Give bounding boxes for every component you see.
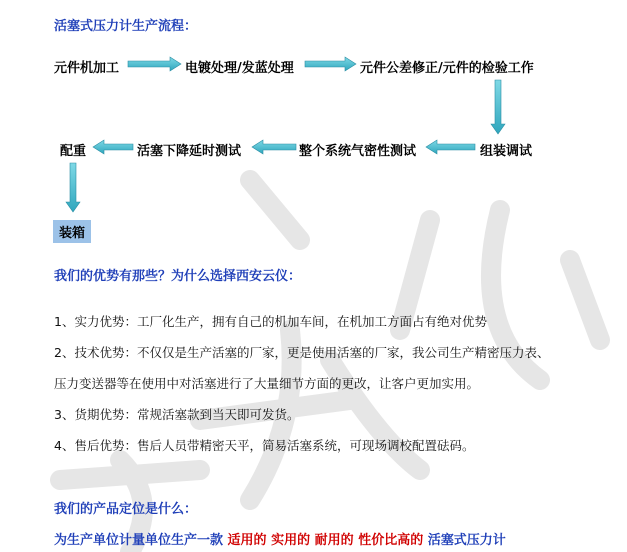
- positioning-keyword: 耐用的: [314, 533, 354, 548]
- arrow-icon: [426, 140, 475, 154]
- flow-step-weights: 配重: [60, 144, 87, 159]
- arrow-icon: [93, 140, 133, 154]
- arrow-icon: [128, 57, 181, 71]
- positioning-title: 我们的产品定位是什么：: [54, 502, 198, 517]
- flow-step-plating: 电镀处理/发蓝处理: [185, 61, 294, 76]
- flow-step-machining: 元件机加工: [54, 61, 120, 76]
- positioning-product: 活塞式压力计: [427, 533, 506, 548]
- arrow-icon: [252, 140, 296, 154]
- advantage-line: 3、货期优势：常规活塞款到当天即可发货。: [54, 407, 300, 422]
- advantage-line: 4、售后优势：售后人员带精密天平，简易活塞系统，可现场调校配置砝码。: [54, 438, 475, 453]
- positioning-lead: 为生产单位计量单位生产一款: [54, 533, 224, 548]
- flow-step-packing: 装箱: [53, 220, 91, 243]
- arrow-icon: [491, 80, 505, 134]
- positioning-keyword: 适用的: [227, 533, 267, 548]
- advantage-line: 1、实力优势：工厂化生产，拥有自己的机加车间，在机加工方面占有绝对优势: [54, 314, 487, 329]
- advantage-line: 2、技术优势：不仅仅是生产活塞的厂家，更是使用活塞的厂家，我公司生产精密压力表、: [54, 345, 550, 360]
- positioning-keyword: 性价比高的: [358, 533, 424, 548]
- process-title: 活塞式压力计生产流程：: [54, 19, 198, 34]
- advantage-line: 压力变送器等在使用中对活塞进行了大量细节方面的更改，让客户更加实用。: [54, 376, 480, 391]
- flow-step-tolerance: 元件公差修正/元件的检验工作: [360, 61, 534, 76]
- positioning-statement: [54, 529, 506, 548]
- flow-step-delay-test: 活塞下降延时测试: [137, 144, 242, 159]
- advantages-title: 我们的优势有那些？为什么选择西安云仪：: [54, 269, 302, 284]
- flow-step-airtight-test: 整个系统气密性测试: [299, 144, 417, 159]
- arrow-icon: [305, 57, 356, 71]
- flow-step-assembly: 组装调试: [480, 144, 533, 159]
- arrow-icon: [66, 163, 80, 212]
- positioning-keyword: 实用的: [271, 533, 311, 548]
